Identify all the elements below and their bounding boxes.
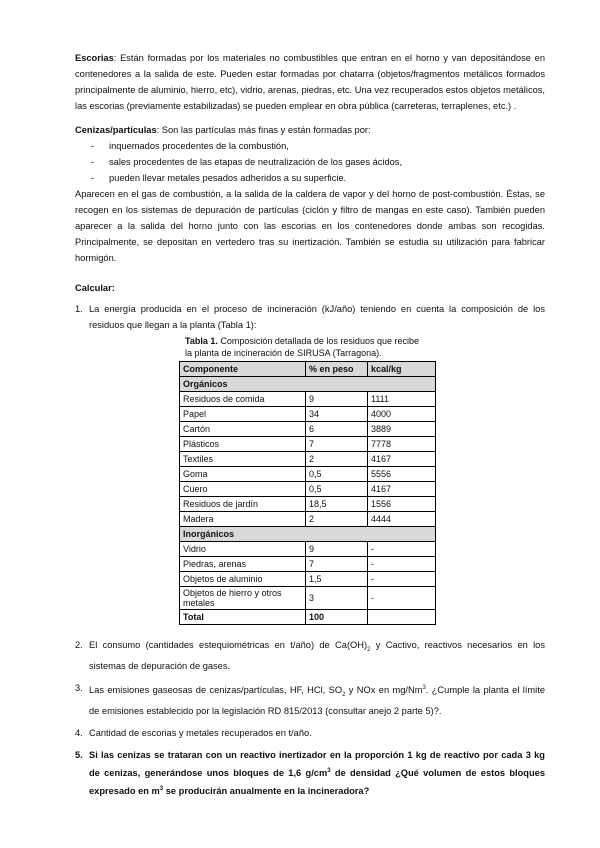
question-text: y NOx en mg/Nm — [345, 684, 423, 695]
cell-componente: Papel — [180, 407, 306, 422]
list-item — [75, 138, 545, 154]
escorias-text: : Están formadas por los materiales no combustibles que entran en el horno y van depositándose en contenedores a la salida de este. Pueden estar formadas por chatarra (objetos/fragmentos metálicos formados principalmente de aluminio, hierro, etc), vidrio, arenas, piedras, etc. Una vez recuperados estos objetos metálicos, las escorias (previamente estabilizadas) se pueden emplear en obra pública (carreteras, terraplenes, etc.) . — [75, 53, 545, 111]
cell-kcal: 4444 — [368, 512, 436, 527]
table-row — [180, 392, 436, 407]
table-row — [180, 497, 436, 512]
escorias-term: Escorias — [75, 53, 114, 63]
table-row — [180, 572, 436, 587]
cenizas-list — [75, 138, 545, 186]
question-text: Si las cenizas se trataran con un reactivo inertizador en la proporción 1 kg de reactivo por cada 3 kg de cenizas, generándose unos bloques de 1,6 g/cm — [89, 749, 545, 778]
escorias-paragraph — [75, 50, 545, 114]
question-text: El consumo (cantidades estequiométricas en t/año) de Ca(OH) — [89, 640, 368, 650]
cell-componente: Residuos de comida — [180, 392, 306, 407]
table-caption-text: Composición detallada de los residuos que recibe la planta de incineración de SIRUSA (Tarragona). — [185, 336, 419, 358]
body-paragraph: Aparecen en el gas de combustión, a la salida de la caldera de vapor y del horno de post-combustión. Éstas, se recogen en los sistemas de depuración de partículas (ciclón y filtro de mangas en este caso). También pueden aparecer a la salida del horno junto con las escorias en los contenedores donde ambas son recogidas. Principalmente, se depositan en vertedero tras su inertización. También se estudia su utilización para fabricar hormigón. — [75, 189, 545, 263]
cell-kcal: - — [368, 572, 436, 587]
table-total-row — [180, 610, 436, 625]
cell-componente: Vidrio — [180, 542, 306, 557]
list-item-text: pueden llevar metales pesados adheridos a su superficie. — [109, 173, 347, 183]
cell-peso: 7 — [306, 557, 368, 572]
category-inorganicos: Inorgánicos — [180, 527, 436, 542]
calcular-heading: Calcular: — [75, 283, 115, 293]
table-row — [180, 512, 436, 527]
table-row — [180, 422, 436, 437]
cell-componente: Cartón — [180, 422, 306, 437]
cell-componente: Goma — [180, 467, 306, 482]
cell-kcal: 3889 — [368, 422, 436, 437]
cell-peso: 9 — [306, 392, 368, 407]
question-text: Cantidad de escorias y metales recuperados en t/año. — [89, 727, 312, 738]
document-page — [75, 50, 545, 799]
cell-peso: 18,5 — [306, 497, 368, 512]
cell-componente: Cuero — [180, 482, 306, 497]
table-category-row — [180, 377, 436, 392]
cell-componente: Objetos de aluminio — [180, 572, 306, 587]
cell-kcal: 1111 — [368, 392, 436, 407]
cell-peso: 0,5 — [306, 467, 368, 482]
question-text: Las emisiones gaseosas de cenizas/partículas, HF, HCl, SO — [89, 684, 343, 695]
cell-componente: Objetos de hierro y otros metales — [180, 587, 306, 610]
cell-componente: Residuos de jardín — [180, 497, 306, 512]
cell-componente: Piedras, arenas — [180, 557, 306, 572]
cell-kcal: 4167 — [368, 452, 436, 467]
total-label: Total — [180, 610, 306, 625]
cell-kcal: - — [368, 542, 436, 557]
superscript: 3 — [327, 767, 331, 774]
table-row — [180, 542, 436, 557]
cell-kcal: 7778 — [368, 437, 436, 452]
header-kcal: kcal/kg — [368, 362, 436, 377]
table-row — [180, 437, 436, 452]
cell-peso: 6 — [306, 422, 368, 437]
dash-marker: - — [91, 141, 95, 151]
header-componente: Componente — [180, 362, 306, 377]
superscript: 3 — [422, 684, 426, 691]
superscript: 3 — [159, 785, 164, 792]
question-1 — [75, 301, 545, 333]
cell-kcal: 4167 — [368, 482, 436, 497]
question-text: de densidad ¿Qué volumen de estos bloques expresado en m — [89, 767, 545, 796]
list-item — [75, 154, 545, 170]
cell-peso: 34 — [306, 407, 368, 422]
cell-componente: Madera — [180, 512, 306, 527]
cell-kcal: - — [368, 557, 436, 572]
cell-peso: 9 — [306, 542, 368, 557]
cell-componente: Textiles — [180, 452, 306, 467]
cell-kcal: 1556 — [368, 497, 436, 512]
question-text: se producirán anualmente en la incineradora? — [163, 786, 370, 796]
table-row — [180, 452, 436, 467]
question-number: 1. — [75, 304, 83, 314]
question-number: 5. — [75, 749, 83, 760]
table-row — [180, 482, 436, 497]
table-row — [180, 407, 436, 422]
question-text: La energía producida en el proceso de incineración (kJ/año) teniendo en cuenta la composición de los residuos que llegan a la planta (Tabla 1): — [89, 304, 545, 330]
cell-peso: 2 — [306, 452, 368, 467]
question-list — [75, 301, 545, 333]
table-caption — [185, 335, 425, 359]
total-value: 100 — [306, 610, 368, 625]
cell-componente: Plásticos — [180, 437, 306, 452]
cell-peso: 3 — [306, 587, 368, 610]
header-peso: % en peso — [306, 362, 368, 377]
list-item — [75, 170, 545, 186]
dash-marker: - — [91, 173, 95, 183]
cell-peso: 2 — [306, 512, 368, 527]
cell-kcal: 5556 — [368, 467, 436, 482]
cell-peso: 1,5 — [306, 572, 368, 587]
subscript: 2 — [342, 691, 346, 698]
question-number: 3. — [75, 682, 83, 693]
question-text: y Cactivo, reactivos necesarios en los sistemas de depuración de gases. — [89, 640, 546, 671]
cenizas-term: Cenizas/partículas — [75, 125, 157, 135]
total-empty — [368, 610, 436, 625]
list-item-text: sales procedentes de las etapas de neutralización de los gases ácidos, — [109, 157, 403, 167]
cell-peso: 0,5 — [306, 482, 368, 497]
list-item-text: inquemados procedentes de la combustión, — [109, 141, 289, 151]
question-text: . ¿Cumple la planta el límite de emisiones establecido por la legislación RD 815/2013 (consultar anejo 2 parte 5)?. — [89, 684, 545, 716]
question-number: 2. — [75, 640, 83, 650]
category-organicos: Orgánicos — [180, 377, 436, 392]
question-4 — [75, 725, 545, 741]
waste-composition-table — [179, 361, 436, 625]
table-header-row — [180, 362, 436, 377]
question-5 — [75, 747, 545, 799]
table-row — [180, 557, 436, 572]
table-caption-label: Tabla 1. — [185, 336, 218, 346]
cell-kcal: 4000 — [368, 407, 436, 422]
cell-peso: 7 — [306, 437, 368, 452]
cenizas-intro — [75, 122, 545, 138]
subscript: 2 — [367, 646, 371, 653]
question-3 — [75, 680, 545, 719]
question-2 — [75, 637, 545, 674]
cenizas-text: : Son las partículas más finas y están formadas por: — [156, 125, 371, 135]
dash-marker: - — [91, 157, 95, 167]
table-row — [180, 467, 436, 482]
table-row — [180, 587, 436, 610]
table-category-row — [180, 527, 436, 542]
question-number: 4. — [75, 727, 83, 738]
cell-kcal: - — [368, 587, 436, 610]
question-list-continued — [75, 637, 545, 799]
